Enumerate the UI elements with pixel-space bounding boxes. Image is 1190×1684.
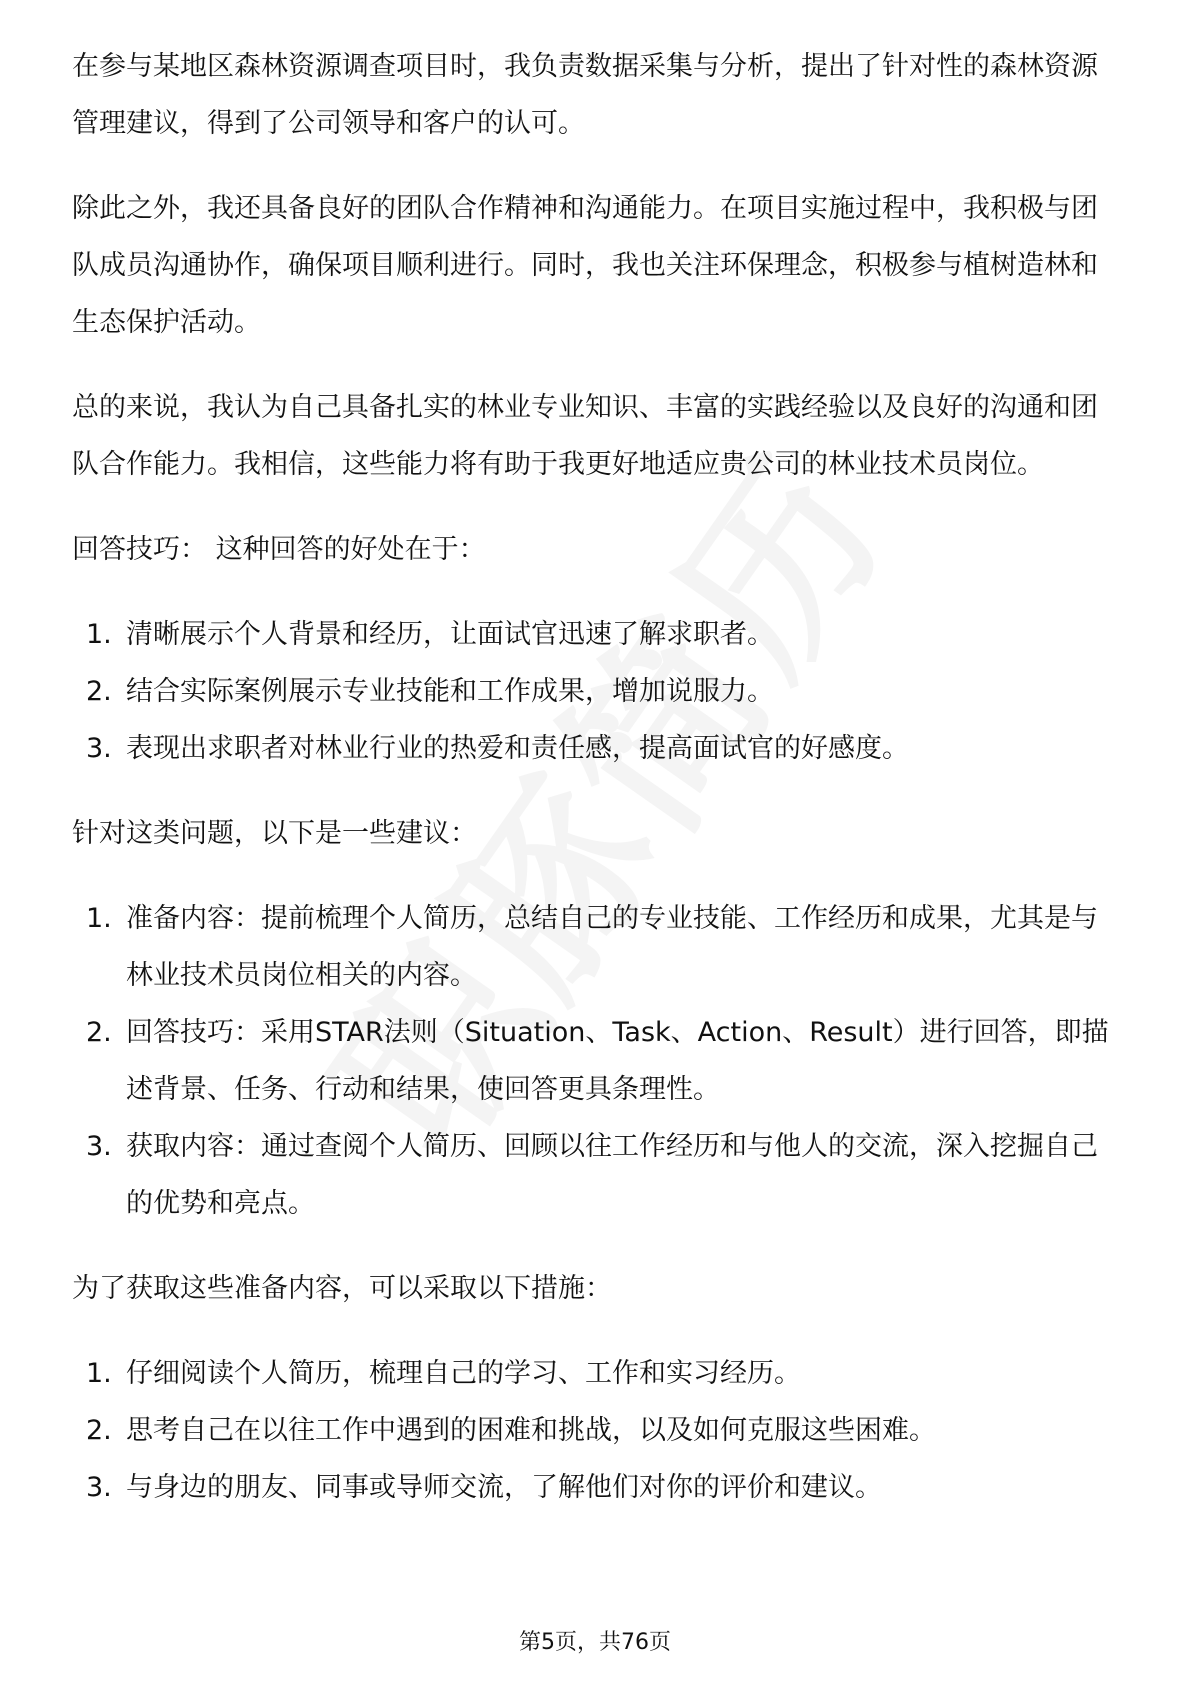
list-number: 3. — [86, 733, 112, 764]
list-item — [72, 720, 1120, 777]
list-item — [72, 1004, 1120, 1118]
list-item — [72, 606, 1120, 663]
list-item — [72, 1345, 1120, 1402]
list-item-text: 结合实际案例展示专业技能和工作成果，增加说服力。 — [126, 676, 774, 707]
list-number: 1. — [86, 903, 112, 934]
tips-heading: 回答技巧： 这种回答的好处在于： — [72, 534, 486, 565]
list-item-text: 仔细阅读个人简历，梳理自己的学习、工作和实习经历。 — [126, 1358, 801, 1389]
list-number: 3. — [86, 1472, 112, 1503]
list-number: 2. — [86, 1415, 112, 1446]
list-item-text: 回答技巧：采用STAR法则（Situation、Task、Action、Result）进行回答，即描述背景、任务、行动和结果，使回答更具条理性。 — [126, 1017, 1109, 1105]
paragraph-summary: 总的来说，我认为自己具备扎实的林业专业知识、丰富的实践经验以及良好的沟通和团队合作能力。我相信，这些能力将有助于我更好地适应贵公司的林业技术员岗位。 — [72, 392, 1098, 480]
list-item-text: 思考自己在以往工作中遇到的困难和挑战，以及如何克服这些困难。 — [126, 1415, 936, 1446]
list-item-text: 获取内容：通过查阅个人简历、回顾以往工作经历和与他人的交流，深入挖掘自己的优势和亮点。 — [126, 1131, 1098, 1219]
paragraph-teamwork: 除此之外，我还具备良好的团队合作精神和沟通能力。在项目实施过程中，我积极与团队成员沟通协作，确保项目顺利进行。同时，我也关注环保理念，积极参与植树造林和生态保护活动。 — [72, 193, 1098, 338]
advice-heading: 针对这类问题，以下是一些建议： — [72, 818, 477, 849]
list-item — [72, 1402, 1120, 1459]
document-body — [72, 38, 1120, 1544]
list-item-text: 表现出求职者对林业行业的热爱和责任感，提高面试官的好感度。 — [126, 733, 909, 764]
advice-list — [72, 890, 1120, 1232]
list-number: 1. — [86, 619, 112, 650]
measures-heading: 为了获取这些准备内容，可以采取以下措施： — [72, 1273, 612, 1304]
list-item — [72, 663, 1120, 720]
list-item — [72, 1459, 1120, 1516]
measures-list — [72, 1345, 1120, 1516]
paragraph-project: 在参与某地区森林资源调查项目时，我负责数据采集与分析，提出了针对性的森林资源管理建议，得到了公司领导和客户的认可。 — [72, 51, 1098, 139]
list-item — [72, 1118, 1120, 1232]
list-number: 2. — [86, 1017, 112, 1048]
page-footer: 第5页，共76页 — [519, 1630, 671, 1655]
list-item-text: 准备内容：提前梳理个人简历，总结自己的专业技能、工作经历和成果，尤其是与林业技术员岗位相关的内容。 — [126, 903, 1098, 991]
list-item-text: 清晰展示个人背景和经历，让面试官迅速了解求职者。 — [126, 619, 774, 650]
list-item-text: 与身边的朋友、同事或导师交流，了解他们对你的评价和建议。 — [126, 1472, 882, 1503]
tips-list — [72, 606, 1120, 777]
list-number: 1. — [86, 1358, 112, 1389]
list-number: 2. — [86, 676, 112, 707]
list-item — [72, 890, 1120, 1004]
list-number: 3. — [86, 1131, 112, 1162]
